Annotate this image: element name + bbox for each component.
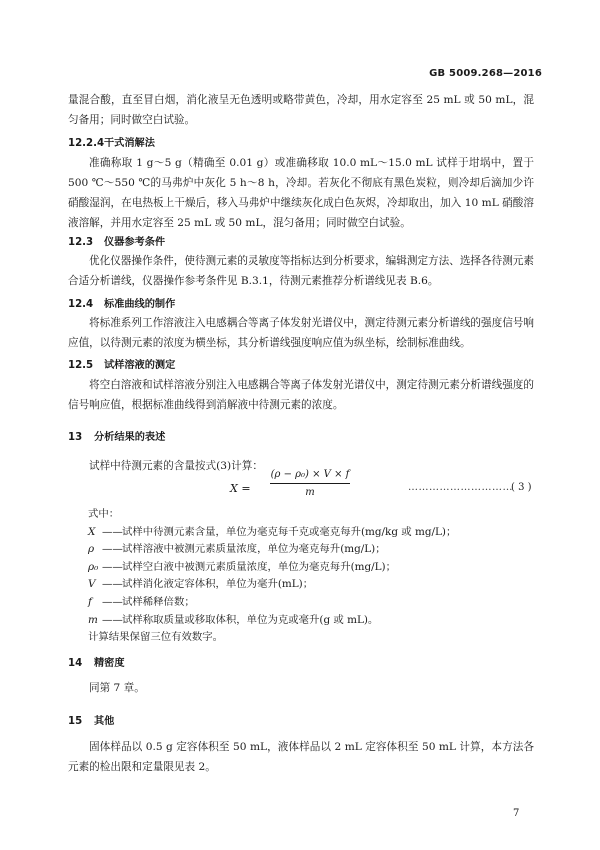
dry-ash-paragraph: 准确称取 1 g～5 g（精确至 0.01 g）或准确移取 10.0 mL～15.0 mL 试样于坩埚中，置于 500 ℃～550 ℃的马弗炉中灰化 5 h～8 h，冷却。若灰化不彻底有黑色炭粒，则冷却后滴加少许硝酸湿润，在电热板上干燥后，移入马弗炉中继续灰化成白色灰烬，冷却取出，加入 10 mL 硝酸溶液溶解，并用水定容至 25 mL 或 50 mL，混匀备用；同时做空白试验。 [68,157,534,229]
definition-dash: —— [102,613,123,626]
heading-number: 15 [68,716,83,727]
other-paragraph: 固体样品以 0.5 g 定容体积至 50 mL，液体样品以 2 mL 定容体积至 50 mL 计算，本方法各元素的检出限和定量限见表 2。 [68,741,534,773]
definition-item [88,612,538,630]
definition-symbol: ρ [88,543,95,556]
heading-title: 精密度 [94,658,125,669]
definition-dash: —— [102,578,123,591]
formula-lhs: X = [230,482,251,495]
definition-item [88,524,538,542]
formula-leader-dots: ………………………… [408,482,513,493]
definition-text: 试样空白液中被测元素质量浓度，单位为毫克每升(mg/L)； [122,560,396,573]
instrument-conditions-paragraph: 优化仪器操作条件，使待测元素的灵敏度等指标达到分析要求，编辑测定方法、选择各待测元素合适分析谱线，仪器操作参考条件见 B.3.1，待测元素推荐分析谱线见表 B.6。 [68,255,534,287]
page-number: 7 [513,808,520,819]
precision-paragraph: 同第 7 章。 [89,682,145,694]
heading-number: 12.3 [68,237,94,248]
heading-title: 标准曲线的制作 [104,299,176,310]
definition-item [88,576,538,594]
heading-title: 分析结果的表述 [94,432,166,443]
formula-definitions [88,506,538,647]
formula-where-label: 式中： [88,508,120,520]
definition-text: 试样稀释倍数； [122,595,195,608]
definition-item [88,541,538,559]
heading-15 [68,712,114,727]
heading-14 [68,654,125,669]
definition-symbol: X [88,525,96,538]
definition-dash: —— [102,560,123,573]
definition-dash: —— [102,595,123,608]
heading-title: 干式消解法 [104,138,155,149]
heading-title: 试样溶液的测定 [104,360,176,371]
significant-figures-note: 计算结果保留三位有效数字。 [88,631,224,644]
heading-title: 仪器参考条件 [104,237,166,248]
heading-number: 13 [68,432,83,443]
definition-text: 试样溶液中被测元素质量浓度，单位为毫克每升(mg/L)； [122,543,386,556]
calc-intro-paragraph: 试样中待测元素的含量按式(3)计算： [89,460,263,472]
digest-continuation-paragraph: 量混合酸，直至冒白烟，消化液呈无色透明或略带黄色，冷却，用水定容至 25 mL 或 50 mL，混匀备用；同时做空白试验。 [68,94,534,126]
heading-12-5 [68,356,175,371]
standard-curve-paragraph: 将标准系列工作溶液注入电感耦合等离子体发射光谱仪中，测定待测元素分析谱线的强度信号响应值，以待测元素的浓度为横坐标，其分析谱线强度响应值为纵坐标，绘制标准曲线。 [68,317,534,349]
heading-number: 12.4 [68,299,94,310]
definition-symbol: ρ₀ [88,560,99,573]
heading-number: 12.2.4 [68,138,105,149]
heading-number: 12.5 [68,360,94,371]
standard-code: GB 5009.268—2016 [429,68,542,79]
formula-denominator: m [305,487,315,498]
heading-12-4 [68,295,175,310]
definition-symbol: V [88,578,96,591]
formula-fraction [270,469,350,498]
definition-symbol: f [88,595,92,608]
determination-paragraph: 将空白溶液和试样溶液分别注入电感耦合等离子体发射光谱仪中，测定待测元素分析谱线强度的信号响应值，根据标准曲线得到消解液中待测元素的浓度。 [68,379,534,411]
definition-text: 试样称取质量或移取体积，单位为克或毫升(g 或 mL)。 [122,613,379,626]
definition-item [88,559,538,577]
heading-13 [68,428,165,443]
definition-dash: —— [102,543,123,556]
formula-numerator: (ρ − ρ₀) × V × f [270,469,350,480]
definition-item [88,594,538,612]
equation-number: ( 3 ) [511,482,532,493]
definition-dash: —— [102,525,123,538]
heading-title: 其他 [94,716,115,727]
heading-12-3 [68,233,165,248]
heading-number: 14 [68,658,83,669]
definition-symbol: m [88,613,98,626]
definition-text: 试样中待测元素含量，单位为毫克每千克或毫克每升(mg/kg 或 mg/L)； [122,525,457,538]
definition-text: 试样消化液定容体积，单位为毫升(mL)； [122,578,314,591]
heading-12-2-4 [68,134,155,149]
